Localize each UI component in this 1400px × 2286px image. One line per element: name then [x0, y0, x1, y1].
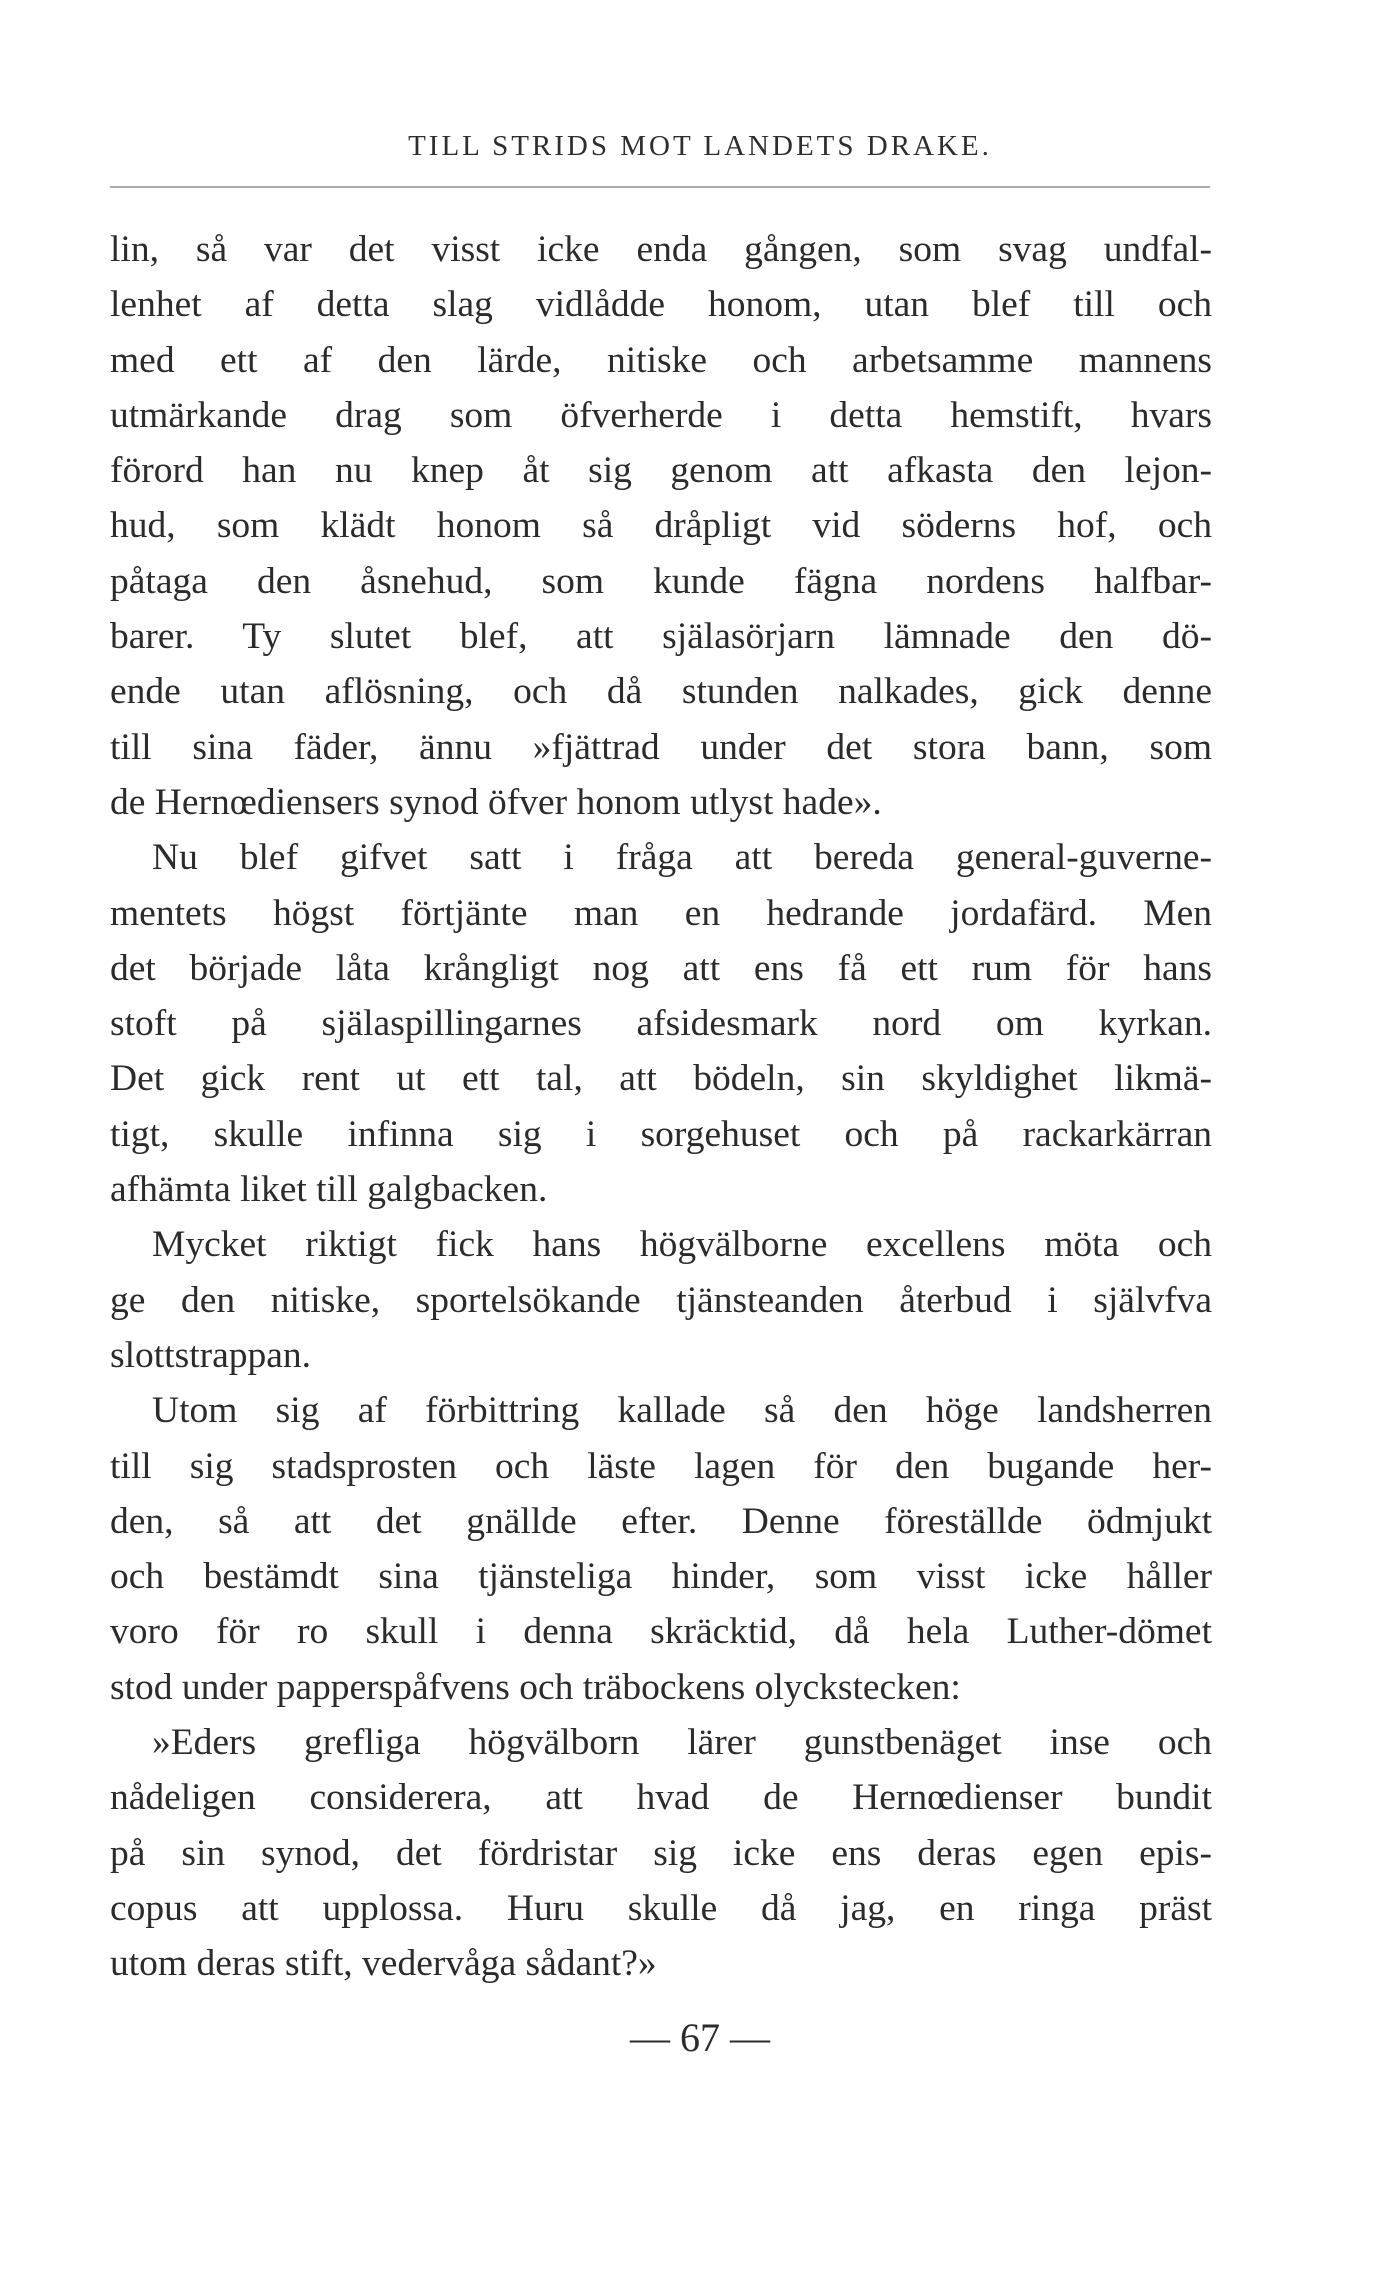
text-line: de Hernœdiensers synod öfver honom utlyst hade». — [110, 781, 882, 823]
text-line: mentets högst förtjänte man en hedrande jordafärd. Men — [110, 892, 1212, 934]
text-line: »Eders grefliga högvälborn lärer gunstbenäget inse och — [152, 1722, 1212, 1764]
text-line: Mycket riktigt fick hans högvälborne excellens möta och — [152, 1224, 1212, 1266]
text-line: ge den nitiske, sportelsökande tjänsteanden återbud i självfva — [110, 1279, 1212, 1321]
text-line: hud, som klädt honom så dråpligt vid söderns hof, och — [110, 505, 1212, 547]
text-line: afhämta liket till galgbacken. — [110, 1169, 548, 1211]
text-line: slottstrappan. — [110, 1334, 312, 1376]
running-head: TILL STRIDS MOT LANDETS DRAKE. — [408, 130, 992, 162]
body-text — [110, 222, 1212, 1992]
text-line: till sina fäder, ännu »fjättrad under det stora bann, som — [110, 726, 1212, 768]
text-line: Utom sig af förbittring kallade så den höge landsherren — [152, 1390, 1212, 1432]
text-line: på sin synod, det fördristar sig icke ens deras egen epis- — [110, 1832, 1212, 1874]
text-line: med ett af den lärde, nitiske och arbetsamme mannens — [110, 339, 1212, 381]
header-rule — [110, 186, 1210, 188]
text-line: utmärkande drag som öfverherde i detta hemstift, hvars — [110, 394, 1212, 436]
text-line: ende utan aflösning, och då stunden nalkades, gick denne — [110, 671, 1212, 713]
text-line: utom deras stift, vedervåga sådant?» — [110, 1943, 657, 1985]
text-line: tigt, skulle infinna sig i sorgehuset och på rackarkärran — [110, 1113, 1212, 1155]
text-line: stoft på själaspillingarnes afsidesmark nord om kyrkan. — [110, 1003, 1212, 1045]
text-line: copus att upplossa. Huru skulle då jag, en ringa präst — [110, 1887, 1212, 1929]
text-line: Nu blef gifvet satt i fråga att bereda general-guverne- — [152, 837, 1212, 879]
text-line: och bestämdt sina tjänsteliga hinder, som visst icke håller — [110, 1556, 1212, 1598]
text-line: till sig stadsprosten och läste lagen för den bugande her- — [110, 1445, 1212, 1487]
page-number: — 67 — — [630, 2015, 770, 2060]
text-line: den, så att det gnällde efter. Denne föreställde ödmjukt — [110, 1500, 1212, 1542]
text-line: nådeligen considerera, att hvad de Hernœdienser bundit — [110, 1777, 1212, 1819]
text-line: Det gick rent ut ett tal, att bödeln, sin skyldighet likmä- — [110, 1058, 1212, 1100]
text-line: lin, så var det visst icke enda gången, som svag undfal- — [110, 229, 1212, 270]
text-line: påtaga den åsnehud, som kunde fägna nordens halfbar- — [110, 560, 1212, 602]
text-line: stod under papperspåfvens och träbockens olyckstecken: — [110, 1666, 961, 1708]
text-line: voro för ro skull i denna skräcktid, då hela Luther-dömet — [110, 1611, 1212, 1653]
text-line: lenhet af detta slag vidlådde honom, utan blef till och — [110, 284, 1212, 326]
text-line: förord han nu knep åt sig genom att afkasta den lejon- — [110, 450, 1212, 492]
text-line: barer. Ty slutet blef, att själasörjarn lämnade den dö- — [110, 616, 1212, 658]
text-line: det började låta krångligt nog att ens få ett rum för hans — [110, 947, 1212, 989]
